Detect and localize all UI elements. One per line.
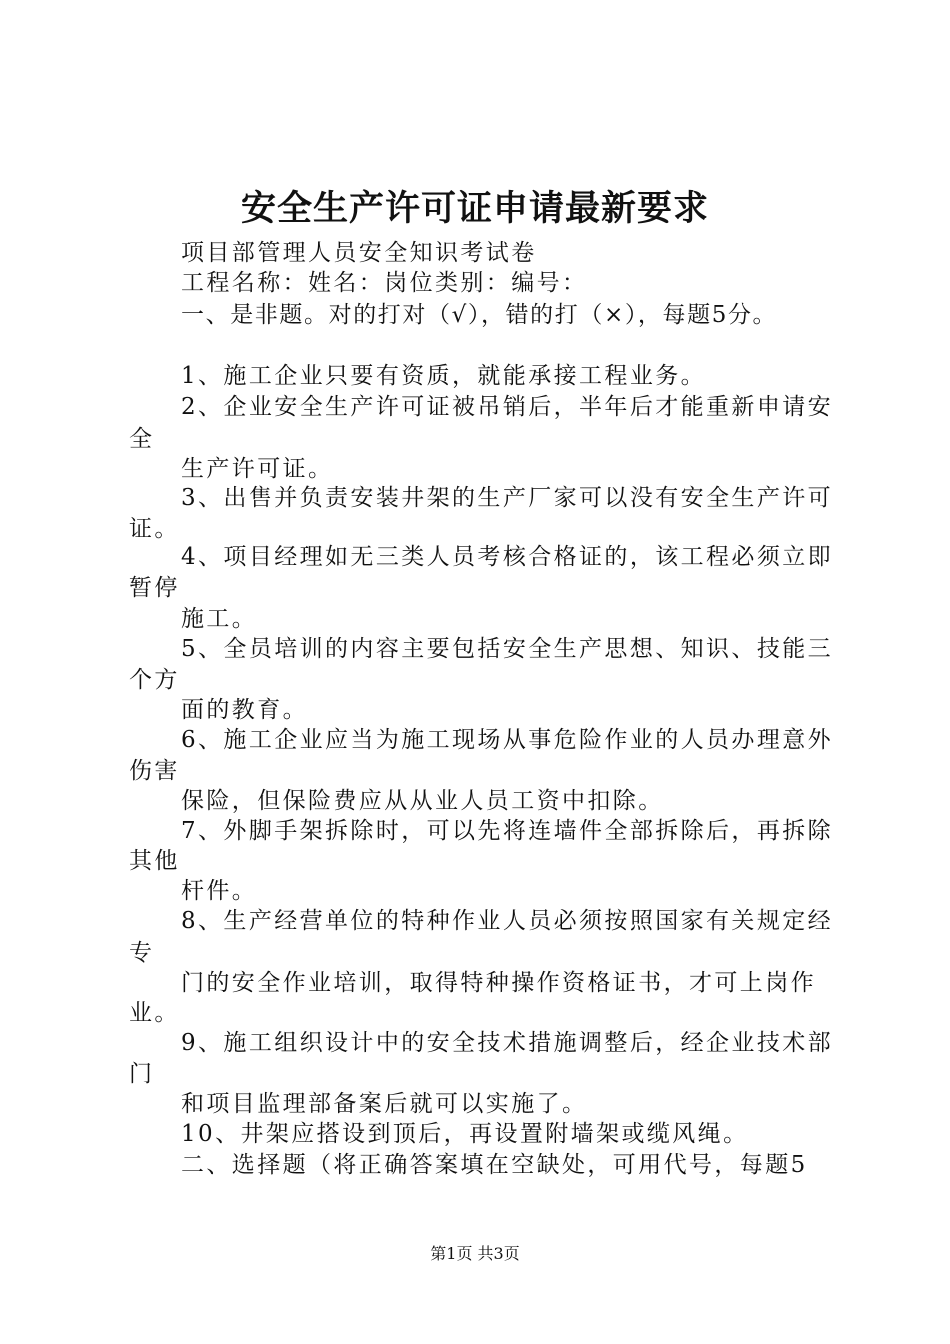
question-4-line2: 暂停 (129, 575, 180, 601)
question-8-line2: 专 (129, 940, 155, 966)
question-6-line2: 伤害 (129, 758, 180, 784)
question-8-line3: 门的安全作业培训，取得特种操作资格证书，才可上岗作 (181, 970, 816, 996)
question-6-line3: 保险，但保险费应从从业人员工资中扣除。 (181, 788, 664, 814)
info-line: 工程名称：姓名：岗位类别：编号： (181, 270, 588, 296)
question-7-line1: 7、外脚手架拆除时，可以先将连墙件全部拆除后，再拆除 (181, 818, 834, 844)
section2-header: 二、选择题（将正确答案填在空缺处，可用代号，每题5 (181, 1152, 808, 1178)
question-10: 10、井架应搭设到顶后，再设置附墙架或缆风绳。 (181, 1121, 749, 1147)
question-4-line1: 4、项目经理如无三类人员考核合格证的，该工程必须立即 (181, 544, 834, 570)
question-9-line3: 和项目监理部备案后就可以实施了。 (181, 1091, 588, 1117)
question-3-line2: 证。 (129, 516, 180, 542)
question-8-line1: 8、生产经营单位的特种作业人员必须按照国家有关规定经 (181, 908, 834, 934)
question-3-line1: 3、出售并负责安装井架的生产厂家可以没有安全生产许可 (181, 485, 834, 511)
question-6-line1: 6、施工企业应当为施工现场从事危险作业的人员办理意外 (181, 727, 834, 753)
exam-subtitle: 项目部管理人员安全知识考试卷 (181, 240, 537, 266)
page-footer: 第1页 共3页 (430, 1244, 520, 1263)
question-9-line2: 门 (129, 1061, 155, 1087)
document-title: 安全生产许可证申请最新要求 (240, 189, 709, 229)
question-5-line1: 5、全员培训的内容主要包括安全生产思想、知识、技能三 (181, 636, 834, 662)
question-8-line4: 业。 (129, 1000, 180, 1026)
question-4-line3: 施工。 (181, 606, 258, 632)
question-1: 1、施工企业只要有资质，就能承接工程业务。 (181, 363, 707, 389)
question-2-line2: 全 (129, 426, 155, 452)
question-2-line3: 生产许可证。 (181, 456, 334, 482)
question-5-line3: 面的教育。 (181, 697, 308, 723)
question-2-line1: 2、企业安全生产许可证被吊销后，半年后才能重新申请安 (181, 394, 834, 420)
question-5-line2: 个方 (129, 667, 180, 693)
question-7-line2: 其他 (129, 848, 180, 874)
section1-header: 一、是非题。对的打对（√），错的打（×），每题5分。 (181, 302, 778, 328)
question-7-line3: 杆件。 (181, 878, 258, 904)
question-9-line1: 9、施工组织设计中的安全技术措施调整后，经企业技术部 (181, 1030, 834, 1056)
